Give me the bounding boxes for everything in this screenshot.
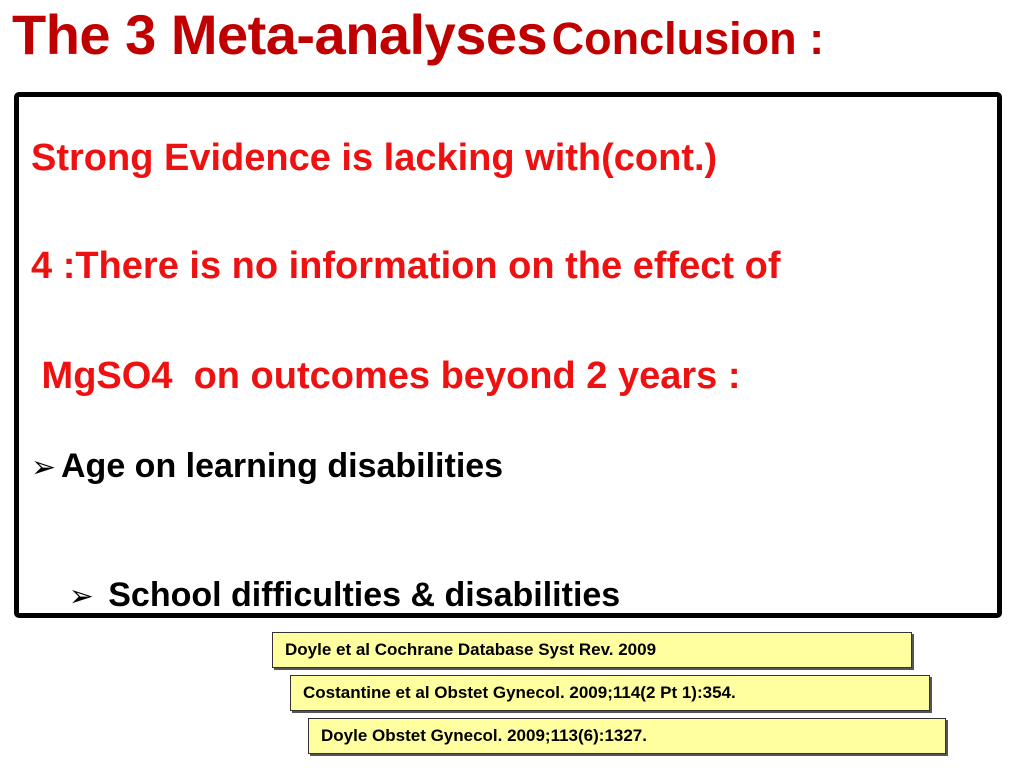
- reference-3: Doyle Obstet Gynecol. 2009;113(6):1327.: [308, 718, 946, 754]
- arrow-bullet-icon: ➢: [68, 580, 94, 613]
- point-line-1: 4 :There is no information on the effect of: [31, 245, 781, 287]
- slide-title: [12, 2, 1024, 67]
- point-line-2: MgSO4 on outcomes beyond 2 years :: [31, 355, 741, 397]
- arrow-bullet-icon: ➢: [31, 451, 57, 484]
- box-heading: Strong Evidence is lacking with(cont.): [31, 137, 718, 179]
- title-main: The 3 Meta-analyses: [12, 3, 548, 66]
- title-sub: Conclusion :: [551, 13, 825, 64]
- content-box: [14, 92, 1002, 618]
- bullet-text: Age on learning disabilities: [61, 447, 504, 485]
- reference-2: Costantine et al Obstet Gynecol. 2009;114(2 Pt 1):354.: [290, 675, 930, 711]
- bullet-item: [31, 447, 503, 486]
- reference-1: Doyle et al Cochrane Database Syst Rev. 2009: [272, 632, 912, 668]
- bullet-text: School difficulties & disabilities: [98, 576, 621, 614]
